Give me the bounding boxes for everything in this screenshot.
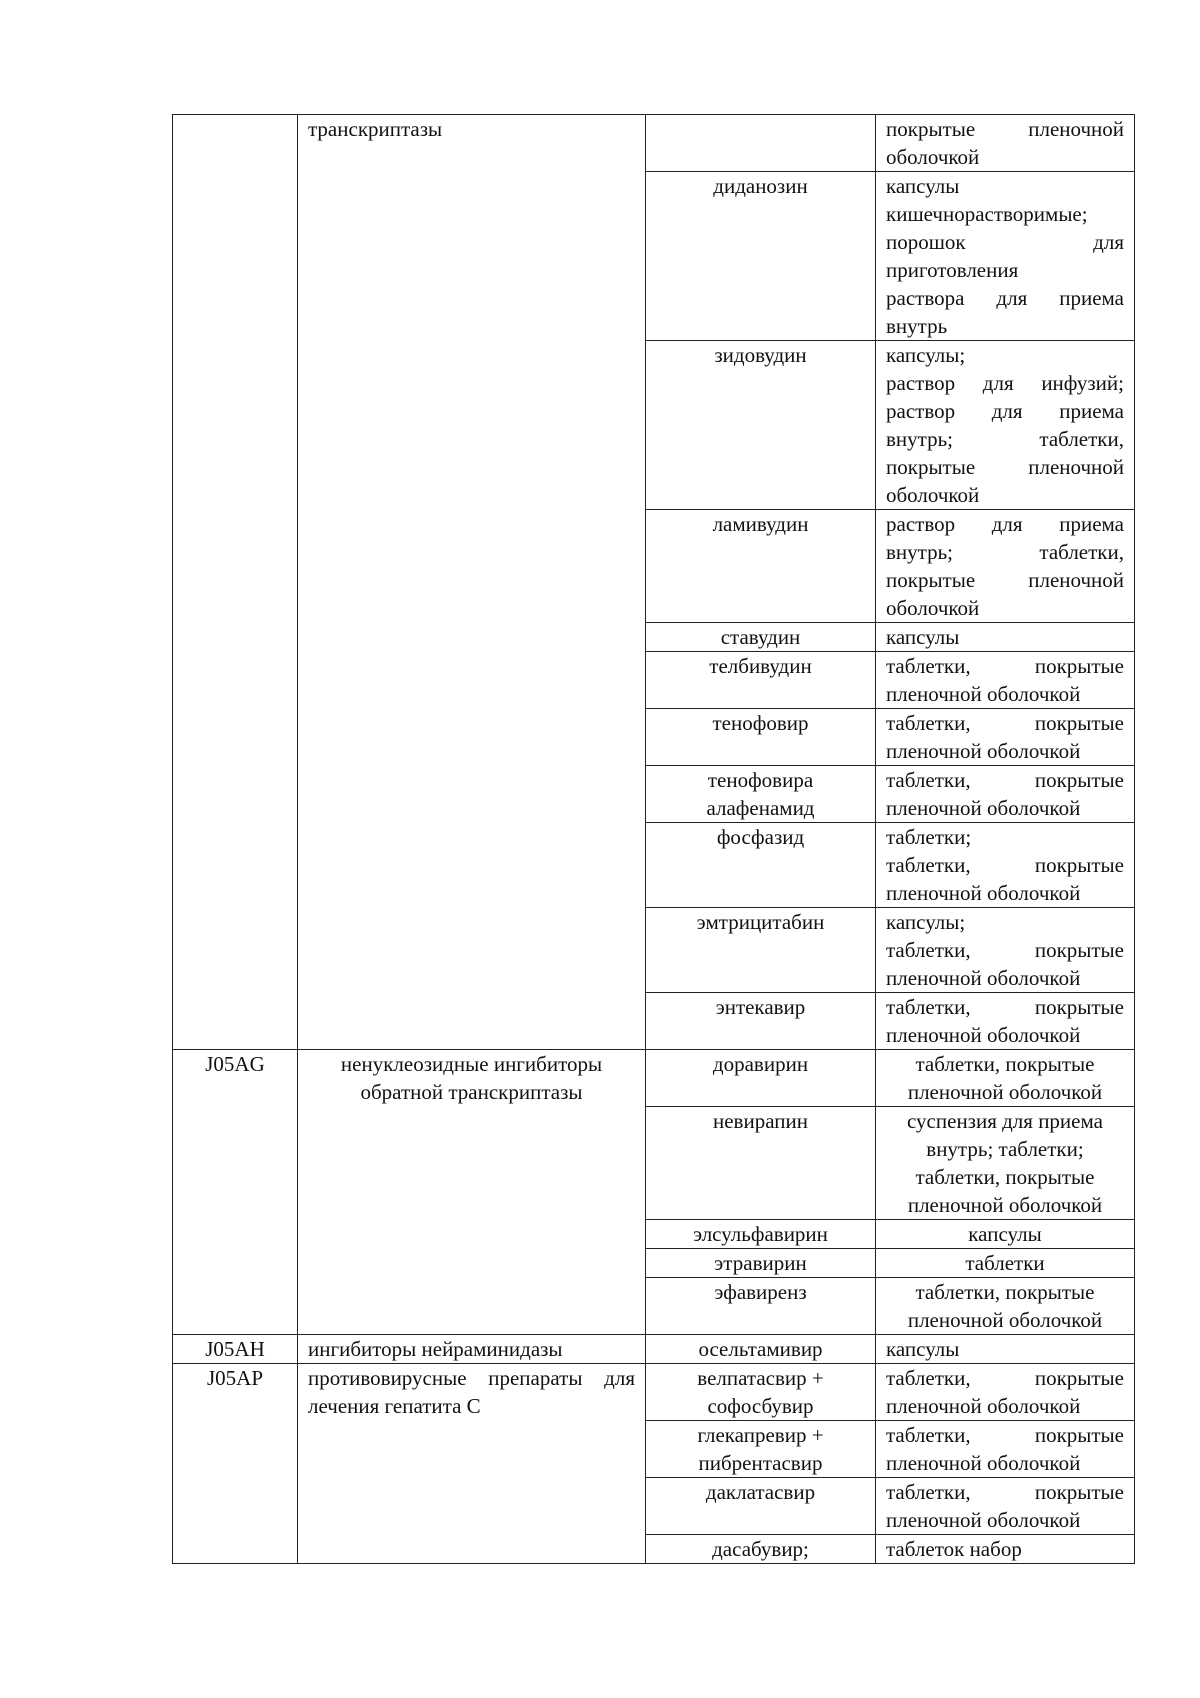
form-line: пленочной оболочкой (886, 796, 1081, 820)
dosage-form-cell (876, 993, 1135, 1050)
form-line: таблетки, покрытые (915, 1052, 1095, 1076)
table-row (173, 1050, 1135, 1107)
form-line: оболочкой (886, 483, 980, 507)
dosage-form-cell (876, 623, 1135, 652)
drug-name-cell: велпатасвир + софосбувир (646, 1364, 876, 1421)
form-line: таблетки; (886, 825, 972, 849)
dosage-form-cell (876, 115, 1135, 172)
drug-table (172, 114, 1135, 1564)
form-line: внутрь; таблетки; (926, 1137, 1084, 1161)
drug-name-cell: дасабувир; (646, 1535, 876, 1564)
form-line: таблетки, покрытые (886, 654, 1124, 678)
form-line: таблетки, покрытые (886, 1366, 1124, 1390)
atc-group-cell: противовирусные препараты для лечения гепатита С (298, 1364, 646, 1564)
dosage-form-cell (876, 1278, 1135, 1335)
dosage-form-cell (876, 1050, 1135, 1107)
dosage-form-cell (876, 1421, 1135, 1478)
form-line: оболочкой (886, 145, 980, 169)
dosage-form-cell (876, 1535, 1135, 1564)
atc-code-cell: J05AG (173, 1050, 298, 1335)
form-line: пленочной оболочкой (886, 682, 1081, 706)
form-line: таблеток набор (886, 1537, 1022, 1561)
form-line: таблетки (965, 1251, 1045, 1275)
form-line: покрытые пленочной (886, 117, 1124, 141)
form-line: пленочной оболочкой (886, 1394, 1081, 1418)
form-line: пленочной оболочкой (886, 1451, 1081, 1475)
table-row (173, 1364, 1135, 1421)
form-line: капсулы (886, 174, 960, 198)
drug-name-cell: зидовудин (646, 341, 876, 510)
form-line: пленочной оболочкой (907, 1308, 1103, 1332)
form-line: покрытые пленочной (886, 568, 1124, 592)
form-line: раствор для приема (886, 399, 1124, 423)
drug-name-cell: глекапревир + пибрентасвир (646, 1421, 876, 1478)
dosage-form-cell (876, 1107, 1135, 1220)
drug-name-cell: тенофовир (646, 709, 876, 766)
drug-name-cell: тенофовира алафенамид (646, 766, 876, 823)
drug-name-cell: эмтрицитабин (646, 908, 876, 993)
dosage-form-cell (876, 709, 1135, 766)
form-line: таблетки, покрытые (915, 1280, 1095, 1304)
atc-group-cell: ингибиторы нейраминидазы (298, 1335, 646, 1364)
form-line: внутрь (886, 314, 948, 338)
form-line: раствор для инфузий; (886, 371, 1124, 395)
drug-name-cell (646, 115, 876, 172)
dosage-form-cell (876, 510, 1135, 623)
form-line: пленочной оболочкой (886, 1508, 1081, 1532)
drug-name-cell: ламивудин (646, 510, 876, 623)
atc-group-cell: ненуклеозидные ингибиторы обратной транскриптазы (298, 1050, 646, 1335)
form-line: суспензия для приема (907, 1109, 1103, 1133)
atc-group-cell: транскриптазы (298, 115, 646, 1050)
atc-code-cell: J05AH (173, 1335, 298, 1364)
dosage-form-cell (876, 1364, 1135, 1421)
atc-code-cell: J05AP (173, 1364, 298, 1564)
table-row (173, 115, 1135, 172)
drug-name-cell: фосфазид (646, 823, 876, 908)
form-line: пленочной оболочкой (886, 966, 1081, 990)
form-line: пленочной оболочкой (907, 1193, 1103, 1217)
dosage-form-cell (876, 908, 1135, 993)
form-line: капсулы (886, 625, 960, 649)
dosage-form-cell (876, 823, 1135, 908)
dosage-form-cell (876, 1249, 1135, 1278)
form-line: таблетки, покрытые (886, 995, 1124, 1019)
form-line: капсулы (886, 1337, 960, 1361)
form-line: оболочкой (886, 596, 980, 620)
form-line: таблетки, покрытые (886, 711, 1124, 735)
table-row (173, 1335, 1135, 1364)
dosage-form-cell (876, 1335, 1135, 1364)
drug-name-cell: телбивудин (646, 652, 876, 709)
drug-name-cell: ставудин (646, 623, 876, 652)
drug-name-cell: доравирин (646, 1050, 876, 1107)
dosage-form-cell (876, 172, 1135, 341)
drug-name-cell: осельтамивир (646, 1335, 876, 1364)
dosage-form-cell (876, 766, 1135, 823)
form-line: пленочной оболочкой (886, 1023, 1081, 1047)
form-line: пленочной оболочкой (886, 739, 1081, 763)
form-line: приготовления (886, 258, 1019, 282)
drug-name-cell: эфавиренз (646, 1278, 876, 1335)
form-line: таблетки, покрытые (886, 768, 1124, 792)
form-line: покрытые пленочной (886, 455, 1124, 479)
dosage-form-cell (876, 652, 1135, 709)
drug-name-cell: энтекавир (646, 993, 876, 1050)
dosage-form-cell (876, 341, 1135, 510)
dosage-form-cell (876, 1478, 1135, 1535)
form-line: таблетки, покрытые (886, 853, 1124, 877)
form-line: таблетки, покрытые (886, 1423, 1124, 1447)
form-line: раствора для приема (886, 286, 1124, 310)
form-line: капсулы (968, 1222, 1042, 1246)
form-line: раствор для приема (886, 512, 1124, 536)
form-line: пленочной оболочкой (907, 1080, 1103, 1104)
form-line: капсулы; (886, 343, 966, 367)
form-line: пленочной оболочкой (886, 881, 1081, 905)
form-line: кишечнорастворимые; (886, 202, 1088, 226)
drug-name-cell: элсульфавирин (646, 1220, 876, 1249)
atc-code-cell (173, 115, 298, 1050)
form-line: таблетки, покрытые (886, 1480, 1124, 1504)
form-line: капсулы; (886, 910, 966, 934)
form-line: таблетки, покрытые (915, 1165, 1095, 1189)
form-line: внутрь; таблетки, (886, 540, 1124, 564)
form-line: таблетки, покрытые (886, 938, 1124, 962)
drug-name-cell: этравирин (646, 1249, 876, 1278)
form-line: порошок для (886, 230, 1124, 254)
drug-name-cell: даклатасвир (646, 1478, 876, 1535)
drug-name-cell: диданозин (646, 172, 876, 341)
drug-name-cell: невирапин (646, 1107, 876, 1220)
form-line: внутрь; таблетки, (886, 427, 1124, 451)
dosage-form-cell (876, 1220, 1135, 1249)
